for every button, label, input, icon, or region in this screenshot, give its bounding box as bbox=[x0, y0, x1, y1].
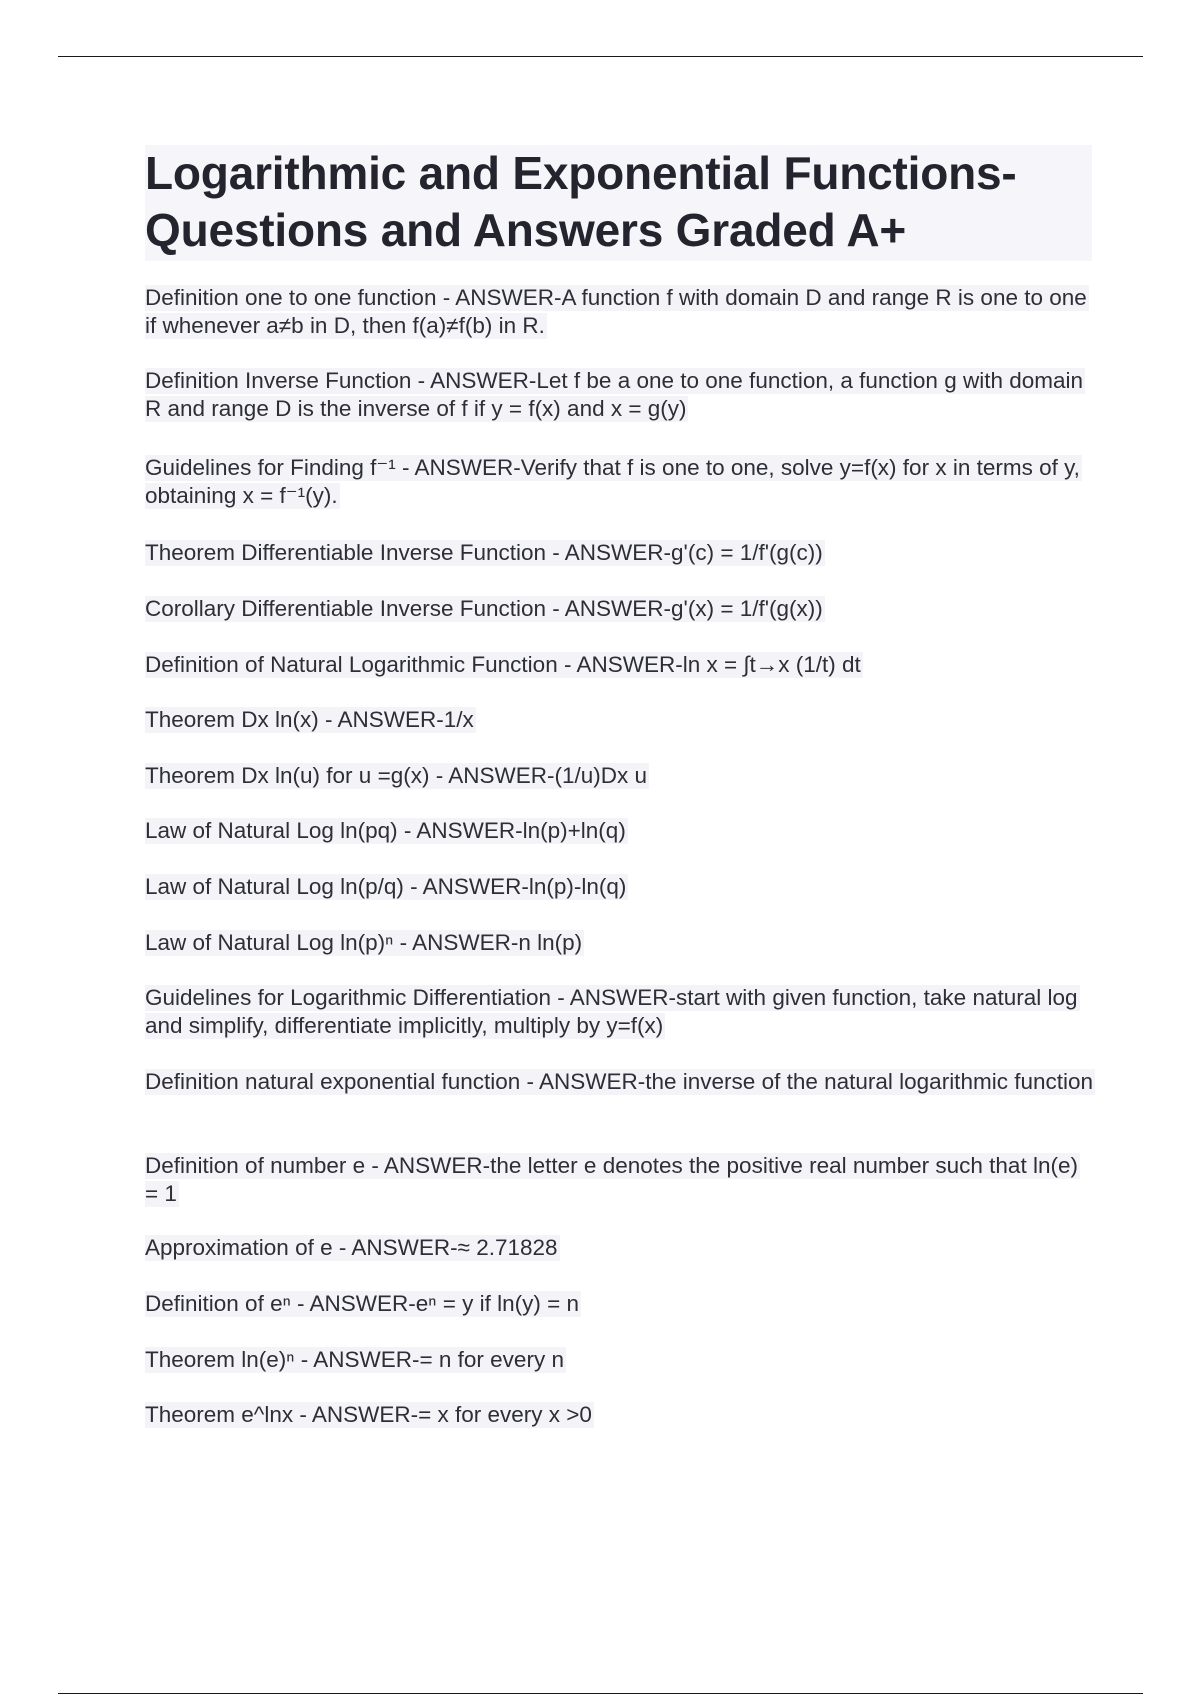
qa-item-text: Law of Natural Log ln(p)ⁿ - ANSWER-n ln(p) bbox=[145, 930, 583, 955]
qa-item-text: Law of Natural Log ln(pq) - ANSWER-ln(p)+ln(q) bbox=[145, 818, 626, 843]
qa-item-text: Definition natural exponential function - ANSWER-the inverse of the natural logarithmic function bbox=[145, 1069, 1093, 1094]
qa-item-text: Definition of eⁿ - ANSWER-eⁿ = y if ln(y) = n bbox=[145, 1291, 580, 1316]
qa-item-text: Theorem ln(e)ⁿ - ANSWER-= n for every n bbox=[145, 1347, 564, 1372]
qa-item-text: Definition Inverse Function - ANSWER-Let f be a one to one function, a function g with domain R and range D is the inverse of f if y = f(x) and x = g(y) bbox=[145, 368, 1084, 421]
qa-item bbox=[145, 539, 825, 567]
footer-rule bbox=[58, 1693, 1143, 1694]
qa-item bbox=[145, 1068, 1095, 1096]
qa-item bbox=[145, 817, 628, 845]
qa-item-text: Law of Natural Log ln(p/q) - ANSWER-ln(p)-ln(q) bbox=[145, 874, 627, 899]
qa-item bbox=[145, 984, 1095, 1040]
qa-item-text: Theorem Differentiable Inverse Function - ANSWER-g'(c) = 1/f'(g(c)) bbox=[145, 540, 823, 565]
qa-item bbox=[145, 595, 825, 623]
title-text bbox=[145, 145, 1088, 259]
qa-item-text: Theorem Dx ln(x) - ANSWER-1/x bbox=[145, 707, 474, 732]
qa-item bbox=[145, 1234, 560, 1262]
qa-item-text: Definition of number e - ANSWER-the letter e denotes the positive real number such that ln(e) = 1 bbox=[145, 1153, 1078, 1206]
qa-item-text: Definition of Natural Logarithmic Function - ANSWER-ln x = ∫t→x (1/t) dt bbox=[145, 652, 861, 677]
qa-item bbox=[145, 367, 1095, 423]
header-rule bbox=[58, 56, 1143, 57]
qa-item bbox=[145, 454, 1095, 510]
qa-item-text: Approximation of e - ANSWER-≈ 2.71828 bbox=[145, 1235, 558, 1260]
qa-item bbox=[145, 1290, 581, 1318]
qa-item bbox=[145, 1346, 566, 1374]
qa-item-text: Corollary Differentiable Inverse Function - ANSWER-g'(x) = 1/f'(g(x)) bbox=[145, 596, 823, 621]
qa-item bbox=[145, 1401, 594, 1429]
qa-item-text: Guidelines for Finding f⁻¹ - ANSWER-Verify that f is one to one, solve y=f(x) for x in terms of y, obtaining x = f⁻¹(y). bbox=[145, 455, 1080, 508]
title-line-2: Questions and Answers Graded A+ bbox=[145, 204, 907, 256]
qa-item bbox=[145, 1152, 1095, 1208]
qa-item-text: Theorem e^lnx - ANSWER-= x for every x >0 bbox=[145, 1402, 592, 1427]
qa-item bbox=[145, 762, 649, 790]
qa-item-text: Guidelines for Logarithmic Differentiation - ANSWER-start with given function, take natural log and simplify, differentiate implicitly, multiply by y=f(x) bbox=[145, 985, 1078, 1038]
document-title bbox=[145, 145, 1092, 261]
qa-item bbox=[145, 929, 584, 957]
qa-item-text: Theorem Dx ln(u) for u =g(x) - ANSWER-(1/u)Dx u bbox=[145, 763, 647, 788]
qa-item bbox=[145, 706, 476, 734]
qa-item bbox=[145, 873, 628, 901]
title-line-1: Logarithmic and Exponential Functions- bbox=[145, 147, 1017, 199]
qa-item-text: Definition one to one function - ANSWER-A function f with domain D and range R is one to one if whenever a≠b in D, then f(a)≠f(b) in R. bbox=[145, 285, 1087, 338]
qa-item bbox=[145, 651, 863, 679]
qa-item bbox=[145, 284, 1095, 340]
